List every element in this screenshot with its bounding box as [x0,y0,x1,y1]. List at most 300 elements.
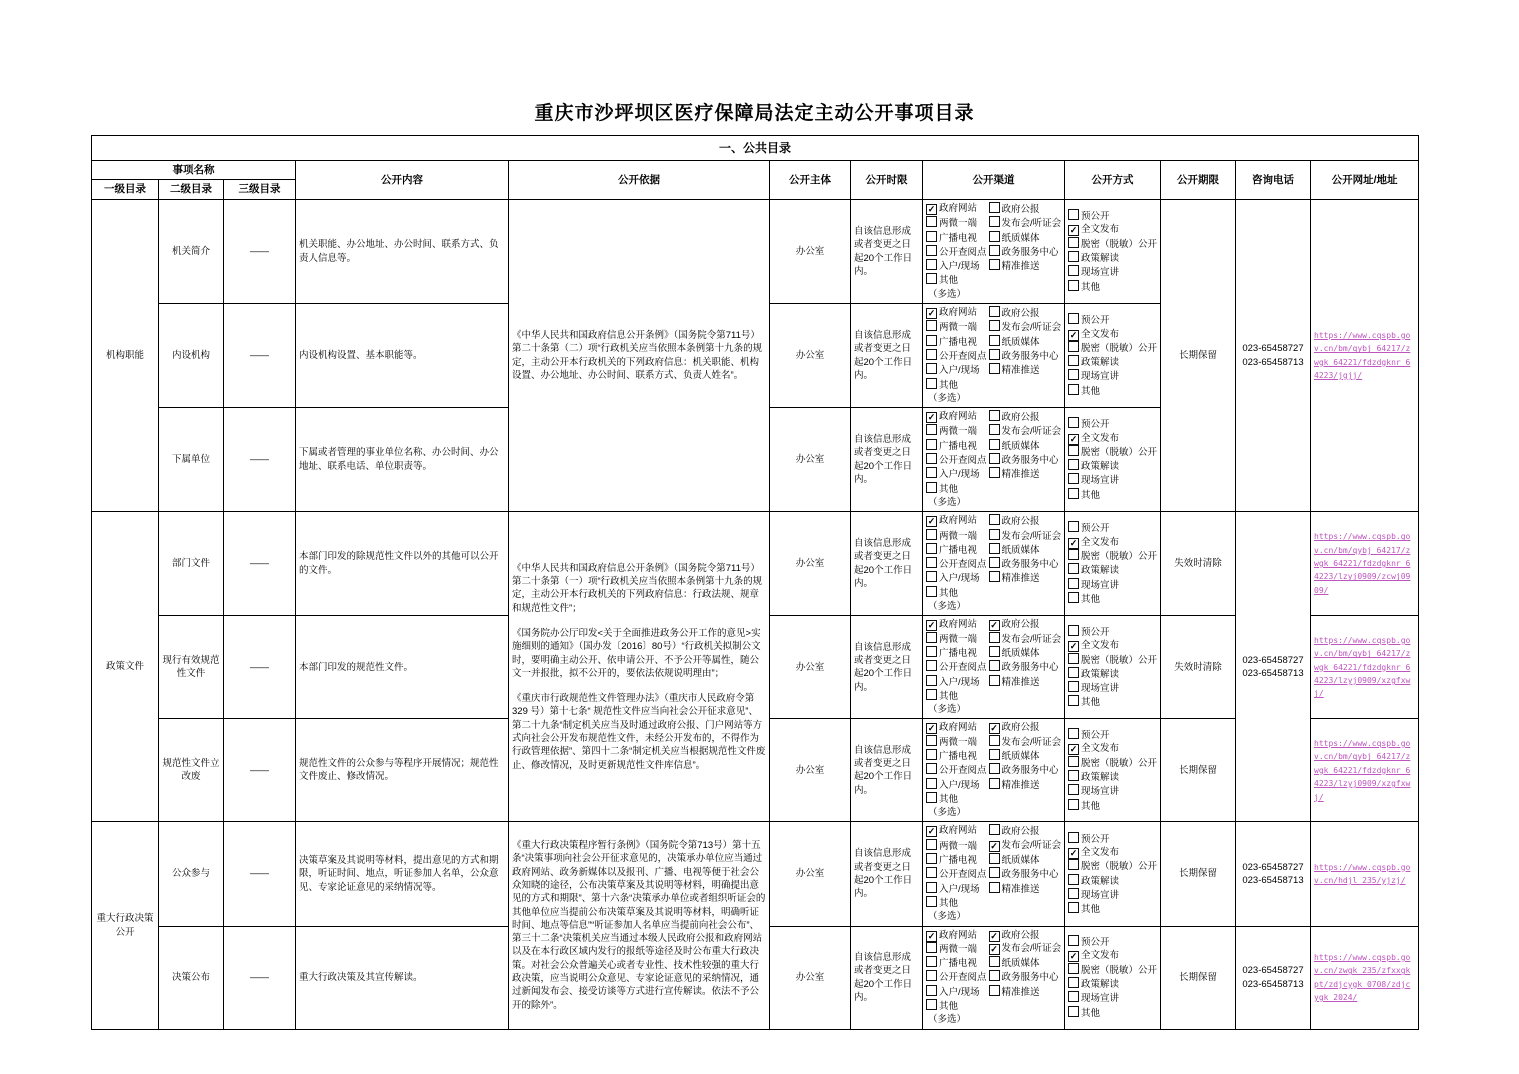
cell-content: 规范性文件的公众参与等程序开展情况；规范性文件废止、修改情况。 [296,719,509,822]
cell-subject: 办公室 [770,822,851,926]
option-label: 其他 [1081,697,1101,709]
option-label: 两微一端 [939,736,978,748]
form-option [989,778,1062,792]
form-option [1068,667,1157,681]
option-label: 现场宣讲 [1081,786,1120,798]
option-label: 精准推送 [1001,469,1040,481]
form-option [989,467,1062,481]
form-option [989,410,1062,424]
checkbox-unchecked-icon [926,439,937,450]
option-label: 现场宣讲 [1081,579,1120,591]
form-option [926,985,987,999]
checkbox-unchecked-icon [926,259,937,270]
checkbox-unchecked-icon [989,363,1000,374]
option-label: 政策解读 [1081,668,1120,680]
option-label: 全文发布 [1081,846,1120,858]
form-option [1068,874,1157,888]
option-label: 脱密（脱敏）公开 [1081,550,1158,562]
table-row [92,200,1419,304]
checkbox-unchecked-icon [989,660,1000,671]
checkbox-unchecked-icon [989,231,1000,242]
cell-time-limit: 自该信息形成或者变更之日起20个工作日内。 [851,408,923,512]
col-header-level3: 三级目录 [224,180,296,200]
form-option [926,363,987,377]
form-option [989,543,1062,557]
checkbox-unchecked-icon [926,632,937,643]
cell-level2-name: 现行有效规范性文件 [159,616,224,719]
option-label: 现场宣讲 [1081,267,1120,279]
phone-number: 023-65458727 [1242,654,1304,666]
option-label: 入户/现场 [939,573,980,585]
col-header-item-name: 事项名称 [92,161,296,180]
form-option [989,259,1062,273]
form-option [926,735,987,749]
option-label: 预公开 [1081,419,1110,431]
checkbox-unchecked-icon [926,571,937,582]
form-option [926,867,987,881]
checkbox-unchecked-icon [926,543,937,554]
cell-methods [1065,512,1161,616]
checkbox-unchecked-icon [1068,902,1079,913]
form-option [1068,341,1157,355]
option-label: 公开查阅点 [939,662,987,674]
cell-methods [1065,616,1161,719]
checkbox-unchecked-icon [926,675,937,686]
form-option [1068,991,1157,1005]
checkbox-unchecked-icon [989,763,1000,774]
form-option [926,557,987,571]
form-option [1068,328,1157,341]
form-option [926,467,987,481]
form-option [989,245,1062,259]
col-header-method: 公开方式 [1065,161,1161,200]
checkbox-unchecked-icon [1068,384,1079,395]
checkbox-unchecked-icon [926,778,937,789]
form-option [1068,902,1157,916]
option-label: 发布会/听证会 [1001,839,1062,851]
cell-content: 重大行政决策及其宣传解读。 [296,926,509,1029]
option-label: 两微一端 [939,322,978,334]
cell-level3-name: —— [224,926,296,1029]
cell-subject: 办公室 [770,719,851,822]
checkbox-unchecked-icon [989,306,1000,317]
basis-paragraph: 《重大行政决策程序暂行条例》（国务院令第713号）第十五条“决策事项向社会公开征求意见的，决策承办单位应当通过政府网站、政务新媒体以及报刊、广播、电视等便于社会公众知晓的途径，公布决策草案及其说明等材料，明确提出意见的方式和期限”、第十六条“决策承办单位或者组织听证会的其他单位应当提前公布决策草案及其说明等材料，明确听证时间、地点等信息”“听证参加人名单应当提前向社会公布”、第三十二条“决策机关应当通过本级人民政府公报和政府网站以及在本行政区域内发行的报纸等途径及时公布重大行政决策。对社会公众普遍关心或者专业性、技术性较强的重大行政决策，应当说明公众意见、专家论证意见的采纳情况，通过新闻发布会、接受访谈等方式进行宣传解读。依法不予公开的除外”。 [512,840,766,1011]
checkbox-unchecked-icon [926,557,937,568]
option-label: 政务服务中心 [1001,246,1059,258]
checkbox-unchecked-icon [926,896,937,907]
option-label: 政府网站 [939,203,978,214]
option-label: 公开查阅点 [939,559,987,571]
checkbox-unchecked-icon [926,956,937,967]
checkbox-unchecked-icon [926,349,937,360]
option-label: 精准推送 [1001,986,1040,998]
cell-url[interactable] [1311,719,1419,822]
form-option [989,942,1062,956]
disclosure-url-link[interactable]: https://www.cqspb.gov.cn/bm/qybj_64217/zwgk_64221/fdzdgknr_64223/lzyj0909/zcwj0909/ [1314,532,1411,595]
form-option [1068,265,1157,279]
col-header-content: 公开内容 [296,161,509,200]
option-label: 纸质媒体 [1001,958,1040,970]
checkbox-unchecked-icon [989,514,1000,525]
option-label: 政务服务中心 [1001,559,1059,571]
form-option [926,749,987,763]
checkbox-unchecked-icon [1068,488,1079,499]
form-option [989,721,1062,734]
checkbox-unchecked-icon [926,482,937,493]
channel-options-grid [926,721,1061,791]
cell-level2-name: 公众参与 [159,822,224,926]
option-label: 精准推送 [1001,365,1040,377]
option-label: 入户/现场 [939,779,980,791]
form-option [989,929,1062,942]
table-row [92,512,1419,616]
form-option [1068,742,1157,755]
disclosure-url-link[interactable]: https://www.cqspb.gov.cn/bm/qybj_64217/zwgk_64221/fdzdgknr_64223/lzyj0909/xzgfxwj/ [1314,635,1411,699]
cell-period: 长期保留 [1161,926,1236,1029]
option-label: 纸质媒体 [1001,336,1040,348]
checkbox-unchecked-icon [1068,313,1079,324]
disclosure-url-link[interactable]: https://www.cqspb.gov.cn/hdjl_235/yjzj/ [1314,862,1411,885]
checkbox-unchecked-icon [1068,695,1079,706]
option-label: 全文发布 [1081,950,1120,962]
checkbox-unchecked-icon [1068,473,1079,484]
option-label: 脱密（脱敏）公开 [1081,861,1158,873]
form-option [989,839,1062,853]
option-label: 广播电视 [939,855,978,867]
checkbox-unchecked-icon [926,792,937,803]
checkbox-unchecked-icon [1068,859,1079,870]
option-label: 入户/现场 [939,365,980,377]
option-label: 发布会/听证会 [1001,426,1062,438]
option-label: 发布会/听证会 [1001,218,1062,230]
checkbox-unchecked-icon [1068,521,1079,532]
checkbox-unchecked-icon [989,646,1000,657]
checkbox-checked-icon: ✓ [927,516,936,527]
option-label: 精准推送 [1001,573,1040,585]
checkbox-unchecked-icon [926,985,937,996]
option-label: 两微一端 [939,218,978,230]
cell-phone [1236,512,1311,822]
option-label: 精准推送 [1001,883,1040,895]
phone-number: 023-65458713 [1242,978,1304,990]
form-option [989,632,1062,646]
option-label: 全文发布 [1081,328,1120,340]
option-label: 脱密（脱敏）公开 [1081,446,1158,458]
option-label: 两微一端 [939,633,978,645]
form-option [926,824,987,838]
checkbox-unchecked-icon [1068,209,1079,220]
cell-subject: 办公室 [770,200,851,304]
checkbox-unchecked-icon [1068,963,1079,974]
cell-time-limit: 自该信息形成或者变更之日起20个工作日内。 [851,200,923,304]
form-option [926,410,987,424]
option-label: 脱密（脱敏）公开 [1081,654,1158,666]
cell-level1-category: 政策文件 [92,512,159,822]
checkbox-unchecked-icon [1068,578,1079,589]
checkbox-unchecked-icon [989,778,1000,789]
cell-url[interactable] [1311,200,1419,512]
form-option [989,306,1062,320]
multi-select-note: （多选） [928,288,967,300]
option-label: 政府网站 [939,619,978,631]
cell-channels [923,304,1065,408]
option-label: 纸质媒体 [1001,750,1040,762]
form-option [926,216,987,230]
cell-level2-name: 机关简介 [159,200,224,304]
checkbox-unchecked-icon [1068,770,1079,781]
form-option [989,439,1062,453]
catalog-table [91,135,1419,1030]
page-title: 重庆市沙坪坝区医疗保障局法定主动公开事项目录 [534,103,975,124]
checkbox-unchecked-icon [926,853,937,864]
form-option [1068,639,1157,652]
checkbox-unchecked-icon [989,749,1000,760]
checkbox-unchecked-icon [926,467,937,478]
checkbox-unchecked-icon [989,970,1000,981]
phone-number: 023-65458713 [1242,875,1304,886]
form-option [926,839,987,853]
checkbox-checked-icon: ✓ [990,943,998,954]
cell-methods [1065,304,1161,408]
checkbox-unchecked-icon [989,320,1000,331]
checkbox-unchecked-icon [989,202,1000,213]
checkbox-unchecked-icon [926,689,937,700]
option-label: 公开查阅点 [939,350,987,362]
cell-time-limit: 自该信息形成或者变更之日起20个工作日内。 [851,616,923,719]
form-option [926,543,987,557]
option-label: 脱密（脱敏）公开 [1081,964,1158,976]
checkbox-unchecked-icon [1068,355,1079,366]
cell-url[interactable] [1311,512,1419,616]
cell-level2-name: 下属单位 [159,408,224,512]
form-option [1068,695,1157,709]
form-option [1068,935,1157,949]
option-label: 广播电视 [939,232,978,244]
disclosure-url-link[interactable]: https://www.cqspb.gov.cn/bm/qybj_64217/zwgk_64221/fdzdgknr_64223/jgjj/ [1314,330,1411,380]
option-label: 其他 [939,1001,959,1013]
cell-url[interactable] [1311,616,1419,719]
multi-select-note: （多选） [928,392,967,404]
channel-options-grid [926,306,1061,377]
cell-time-limit: 自该信息形成或者变更之日起20个工作日内。 [851,926,923,1029]
option-label: 脱密（脱敏）公开 [1081,342,1158,354]
checkbox-unchecked-icon [989,675,1000,686]
form-option [989,424,1062,438]
form-option [989,970,1062,984]
cell-time-limit: 自该信息形成或者变更之日起20个工作日内。 [851,822,923,926]
cell-content: 本部门印发的规范性文件。 [296,616,509,719]
checkbox-unchecked-icon [1068,251,1079,262]
option-label: 入户/现场 [939,469,980,481]
option-label: 现场宣讲 [1081,475,1120,487]
option-label: 脱密（脱敏）公开 [1081,238,1158,250]
option-label: 政策解读 [1081,253,1120,265]
option-label: 政府公报 [1001,516,1040,528]
form-option [1068,549,1157,563]
form-option [926,763,987,777]
form-option [1068,563,1157,577]
cell-subject: 办公室 [770,616,851,719]
form-option [989,571,1062,585]
option-label: 政府公报 [1001,412,1040,424]
checkbox-unchecked-icon [1068,653,1079,664]
cell-channels [923,926,1065,1029]
option-label: 其他 [939,793,959,805]
cell-period: 长期保留 [1161,200,1236,512]
option-label: 发布会/听证会 [1001,736,1062,748]
checkbox-checked-icon: ✓ [1069,744,1078,755]
checkbox-unchecked-icon [926,839,937,850]
option-label: 政务服务中心 [1001,972,1059,984]
form-option [926,453,987,467]
checkbox-unchecked-icon [926,231,937,242]
checkbox-unchecked-icon [926,749,937,760]
phone-number: 023-65458727 [1242,343,1304,355]
multi-select-note: （多选） [928,496,967,508]
option-label: 现场宣讲 [1081,993,1120,1005]
cell-subject: 办公室 [770,512,851,616]
cell-time-limit: 自该信息形成或者变更之日起20个工作日内。 [851,304,923,408]
form-option [1068,977,1157,991]
form-option [989,231,1062,245]
option-label: 公开查阅点 [939,246,987,258]
form-option [989,216,1062,230]
table-row [92,822,1419,926]
option-label: 入户/现场 [939,986,980,998]
option-label: 全文发布 [1081,536,1120,548]
col-header-channels: 公开渠道 [923,161,1065,200]
form-option [1068,653,1157,667]
checkbox-unchecked-icon [926,320,937,331]
option-label: 政务服务中心 [1001,350,1059,362]
cell-basis [509,200,770,512]
form-option [1068,592,1157,606]
checkbox-unchecked-icon [926,882,937,893]
option-label: 发布会/听证会 [1001,633,1062,645]
option-label: 政策解读 [1081,771,1120,783]
form-option [1068,1006,1157,1020]
disclosure-url-link[interactable]: https://www.cqspb.gov.cn/zwgk_235/zfxxgkpt/zdjcygk_0708/zdjcygk_2024/ [1314,952,1411,1002]
form-option [1068,417,1157,431]
form-option [926,792,1061,806]
checkbox-unchecked-icon [989,571,1000,582]
cell-level3-name: —— [224,304,296,408]
cell-url[interactable] [1311,926,1419,1029]
checkbox-unchecked-icon [1068,369,1079,380]
option-label: 预公开 [1081,626,1110,638]
cell-methods [1065,200,1161,304]
form-option [989,824,1062,838]
form-option [989,675,1062,689]
checkbox-checked-icon: ✓ [1069,329,1078,340]
option-label: 其他 [1081,593,1101,605]
checkbox-unchecked-icon [1068,280,1079,291]
form-option [926,273,1061,287]
option-label: 广播电视 [939,336,978,348]
option-label: 其他 [1081,385,1101,397]
cell-basis [509,512,770,822]
option-label: 纸质媒体 [1001,440,1040,452]
option-label: 现场宣讲 [1081,889,1120,901]
option-label: 两微一端 [939,426,978,438]
form-option [926,882,987,896]
option-label: 政府网站 [939,307,978,319]
checkbox-unchecked-icon [926,763,937,774]
form-option [1068,223,1157,236]
form-option [989,453,1062,467]
option-label: 公开查阅点 [939,869,987,881]
option-label: 预公开 [1081,315,1110,327]
option-label: 预公开 [1081,833,1110,845]
option-label: 政府网站 [939,929,978,941]
disclosure-url-link[interactable]: https://www.cqspb.gov.cn/bm/qybj_64217/zwgk_64221/fdzdgknr_64223/lzyj0909/xzgfxwj/ [1314,738,1411,802]
form-option [1068,384,1157,398]
form-option [989,735,1062,749]
option-label: 政府公报 [1001,722,1040,734]
option-label: 纸质媒体 [1001,232,1040,244]
option-label: 政府网站 [939,722,978,734]
option-label: 政府网站 [939,825,978,837]
form-option [1068,209,1157,223]
checkbox-unchecked-icon [1068,874,1079,885]
option-label: 政府公报 [1001,929,1040,941]
form-option [926,689,1061,703]
checkbox-unchecked-icon [989,824,1000,835]
col-header-period: 公开期限 [1161,161,1236,200]
channel-options-grid [926,202,1061,273]
cell-channels [923,408,1065,512]
cell-time-limit: 自该信息形成或者变更之日起20个工作日内。 [851,512,923,616]
checkbox-unchecked-icon [926,216,937,227]
option-label: 广播电视 [939,544,978,556]
channel-options-grid [926,618,1061,688]
form-option [1068,888,1157,902]
form-option [926,202,987,216]
checkbox-unchecked-icon [926,942,937,953]
option-label: 公开查阅点 [939,765,987,777]
channel-options-grid [926,824,1061,895]
checkbox-checked-icon: ✓ [1069,641,1078,652]
cell-methods [1065,822,1161,926]
option-label: 广播电视 [939,958,978,970]
form-option [989,618,1062,631]
checkbox-checked-icon: ✓ [927,412,936,423]
form-option [989,985,1062,999]
checkbox-checked-icon: ✓ [1069,951,1078,962]
option-label: 公开查阅点 [939,455,987,467]
form-option [1068,859,1157,873]
form-option [926,942,987,956]
checkbox-checked-icon: ✓ [990,840,998,851]
form-option [1068,369,1157,383]
option-label: 两微一端 [939,840,978,852]
option-label: 其他 [939,690,959,702]
form-option [926,335,987,349]
option-label: 两微一端 [939,943,978,955]
form-option [926,529,987,543]
checkbox-unchecked-icon [989,529,1000,540]
col-header-basis: 公开依据 [509,161,770,200]
option-label: 其他 [1081,904,1101,916]
checkbox-unchecked-icon [926,646,937,657]
form-option [1068,784,1157,798]
option-label: 全文发布 [1081,432,1120,444]
form-option [989,349,1062,363]
form-option [926,929,987,942]
form-option [926,571,987,585]
cell-url[interactable] [1311,822,1419,926]
checkbox-checked-icon: ✓ [990,723,998,734]
